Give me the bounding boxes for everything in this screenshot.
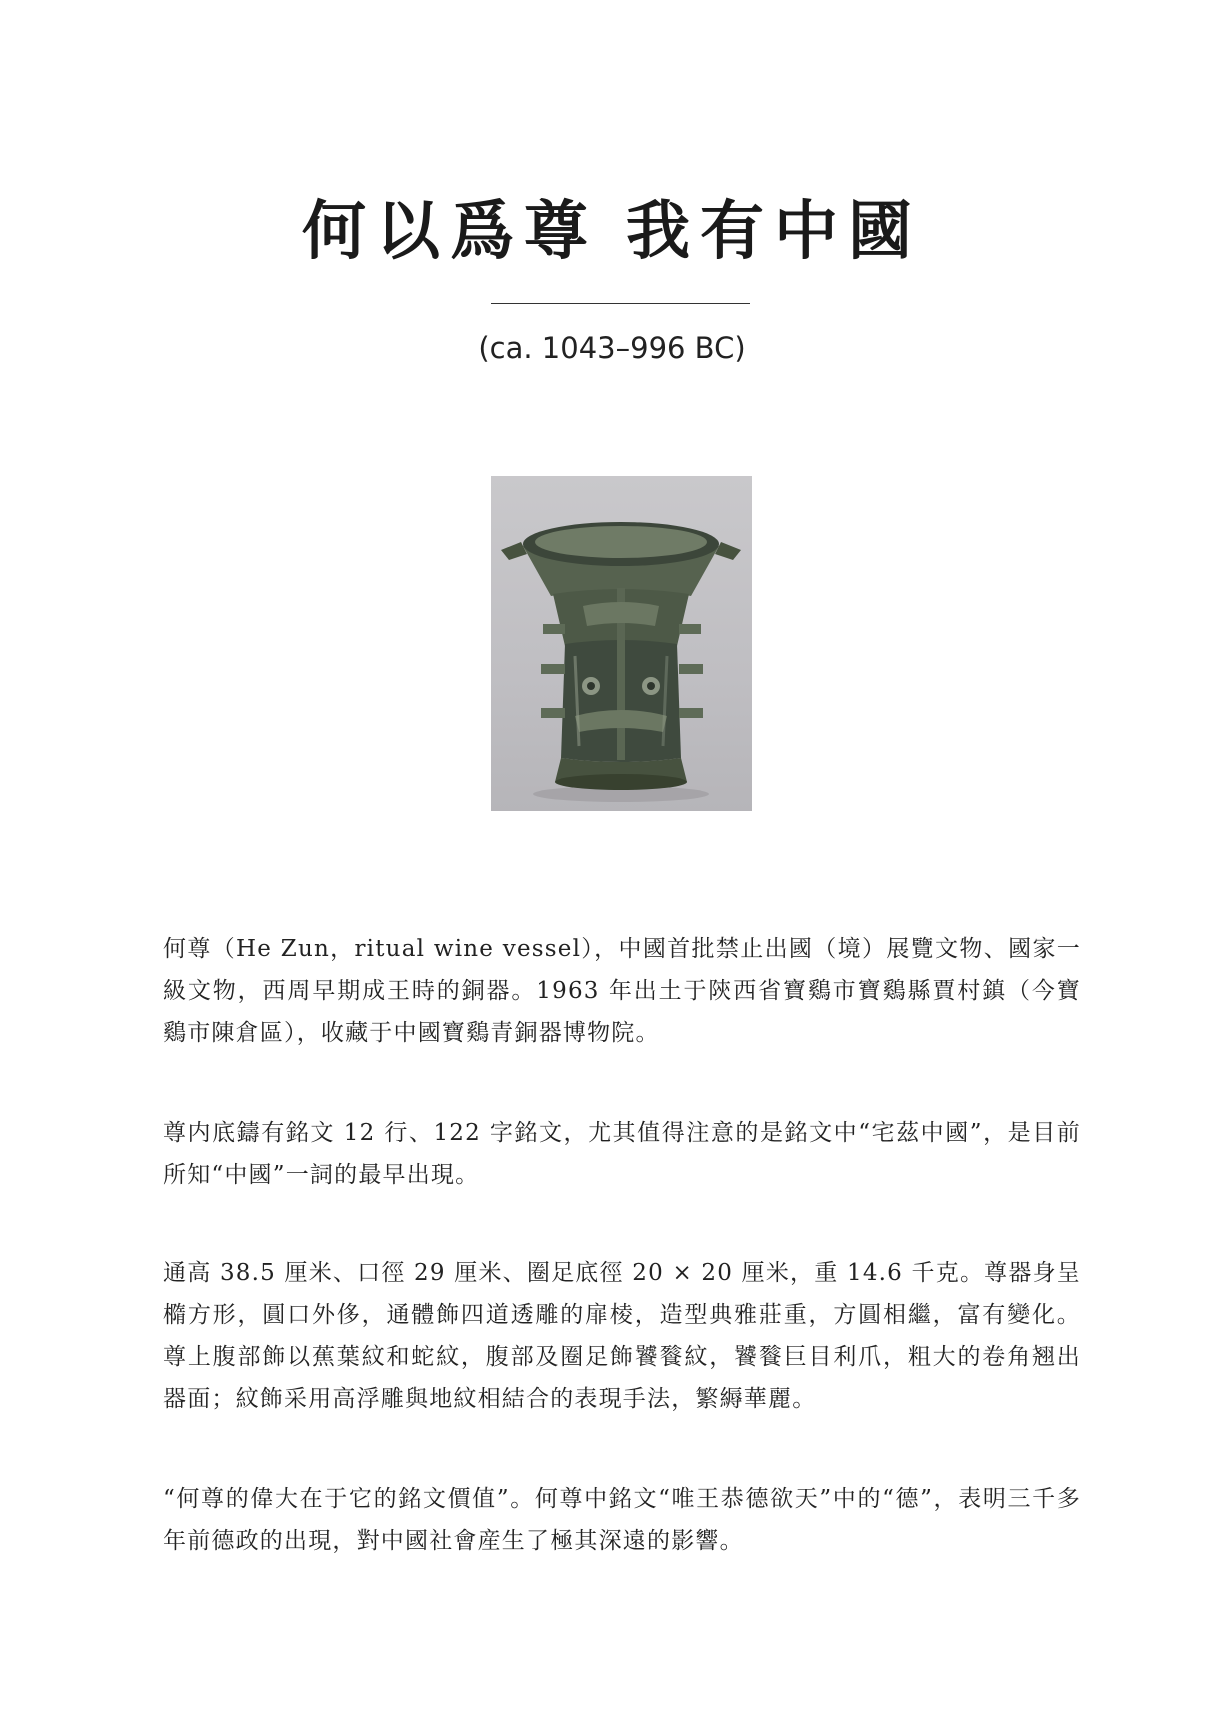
vessel-photo [491, 476, 752, 811]
page-title [0, 192, 1224, 272]
paragraph-2: 尊内底鑄有銘文 12 行、122 字銘文，尤其值得注意的是銘文中“宅茲中國”，是目前所知“中國”一詞的最早出現。 [163, 1120, 1081, 1188]
paragraph-3: 通高 38.5 厘米、口徑 29 厘米、圈足底徑 20 × 20 厘米，重 14.6 千克。尊器身呈橢方形，圓口外侈，通體飾四道透雕的扉棱，造型典雅莊重，方圓相繼，富有變化。尊上腹部飾以蕉葉紋和蛇紋，腹部及圈足飾饕餮紋，饕餮巨目利爪，粗大的卷角翘出器面；紋飾采用高浮雕與地紋相結合的表現手法，繁縟華麗。 [163, 1260, 1081, 1412]
title-part-2: 我有中國 [626, 194, 922, 269]
paragraph-1: 何尊（He Zun，ritual wine vessel），中國首批禁止出國（境）展覽文物、國家一級文物，西周早期成王時的銅器。1963 年出土于陝西省寶鷄市寶鷄縣賈村鎮（今寶鷄市陳倉區），收藏于中國寶鷄青銅器博物院。 [163, 936, 1081, 1046]
paragraph-4: “何尊的偉大在于它的銘文價值”。何尊中銘文“唯王恭德欲天”中的“德”，表明三千多年前德政的出現，對中國社會産生了極其深遠的影響。 [163, 1486, 1081, 1554]
date-range: (ca. 1043–996 BC) [478, 331, 746, 365]
title-part-1: 何以爲尊 [302, 194, 598, 269]
bronze-vessel-icon [491, 476, 752, 811]
title-divider [491, 303, 750, 304]
